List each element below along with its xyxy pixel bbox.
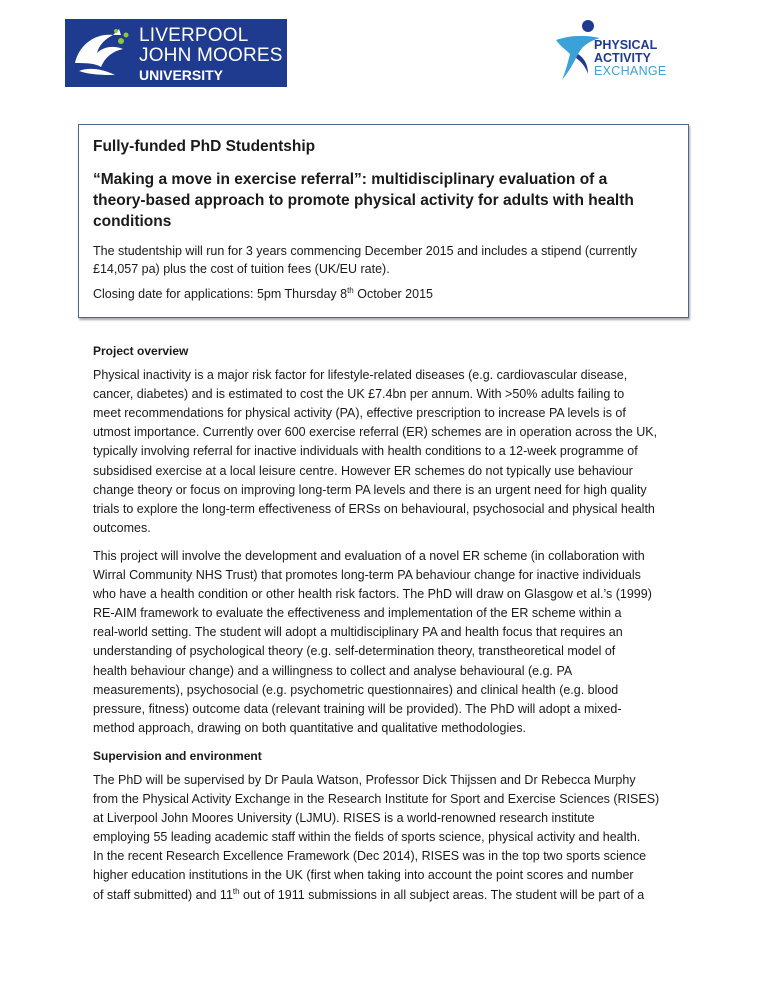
text-line: at Liverpool John Moores University (LJMU). RISES is a world-renowned research institute (93, 811, 595, 826)
pae-name-line1: PHYSICAL (594, 38, 658, 52)
closing-date-text: Closing date for applications: 5pm Thursday 8 (93, 287, 348, 301)
text-line: subsidised exercise at a local leisure centre. However ER schemes do not typically use behaviour (93, 463, 633, 478)
stipend-line: The studentship will run for 3 years commencing December 2015 and includes a stipend (currently (93, 244, 638, 258)
text-line: measurements), psychosocial (e.g. psychometric questionnaires) and clinical health (e.g. blood (93, 682, 619, 697)
text-fragment: of staff submitted) and 11 (93, 887, 233, 902)
headline-line: “Making a move in exercise referral”: multidisciplinary evaluation of a (93, 171, 608, 188)
text-line: Wirral Community NHS Trust) that promotes long-term PA behaviour change for inactive individuals (93, 568, 641, 583)
text-line: utmost importance. Currently over 600 exercise referral (ER) schemes are in operation across the UK, (93, 425, 658, 440)
pae-name-line3: EXCHANGE (594, 63, 667, 78)
text-fragment: out of 1911 submissions in all subject areas. The student will be part of a (239, 887, 645, 902)
ordinal-suffix: th (347, 285, 354, 295)
pae-name-line2: ACTIVITY (594, 50, 651, 65)
physical-activity-exchange-logo (548, 18, 698, 84)
text-line: higher education institutions in the UK (first when taking into account the point scores and number (93, 868, 634, 883)
ljmu-name-line3: UNIVERSITY (139, 67, 224, 83)
text-line: real-world setting. The student will adopt a multidisciplinary PA and health focus that requires an (93, 625, 623, 640)
document-body (93, 342, 693, 914)
headline-line: conditions (93, 213, 172, 230)
text-line: trials to explore the long-term effectiveness of ERSs on behavioural, psychosocial and physical health (93, 501, 655, 516)
overview-paragraph-2 (93, 547, 693, 738)
text-line: This project will involve the development and evaluation of a novel ER scheme (in collaboration with (93, 548, 645, 563)
stipend-line: £14,057 pa) plus the cost of tuition fees (UK/EU rate). (93, 262, 390, 276)
text-line: outcomes. (93, 520, 151, 535)
text-line: change theory or focus on improving long-term PA levels and there is an urgent need for high quality (93, 482, 647, 497)
project-headline (93, 169, 672, 232)
supervision-paragraph (93, 771, 693, 905)
overview-paragraph-1 (93, 366, 693, 538)
text-line: Physical inactivity is a major risk factor for lifestyle-related diseases (e.g. cardiovascular disease, (93, 368, 628, 383)
text-line: employing 55 leading academic staff within the fields of sports science, physical activity and health. (93, 830, 641, 845)
ljmu-name-line2: JOHN MOORES (139, 45, 283, 66)
supervision-heading: Supervision and environment (93, 748, 262, 763)
headline-line: theory-based approach to promote physical activity for adults with health (93, 192, 634, 209)
text-line: from the Physical Activity Exchange in the Research Institute for Sport and Exercise Sciences (RISES) (93, 792, 660, 807)
text-line: cancer, diabetes) and is estimated to cost the UK £7.4bn per annum. With >50% adults failing to (93, 387, 625, 402)
studentship-summary-box (78, 124, 689, 318)
text-line: The PhD will be supervised by Dr Paula Watson, Professor Dick Thijssen and Dr Rebecca Murphy (93, 772, 636, 787)
text-line: typically involving referral for inactive individuals with health conditions to a 12-week programme of (93, 444, 638, 459)
text-line: In the recent Research Excellence Framework (Dec 2014), RISES was in the top two sports science (93, 849, 647, 864)
closing-date (93, 285, 672, 303)
text-line: understanding of psychological theory (e.g. self-determination theory, transtheoretical model of (93, 644, 616, 659)
liver-bird-icon (69, 23, 135, 83)
stipend-details (93, 242, 672, 278)
project-overview-heading: Project overview (93, 344, 189, 358)
text-line: RE-AIM framework to evaluate the effectiveness and implementation of the ER scheme within a (93, 606, 622, 621)
text-line: method approach, drawing on both quantitative and qualitative methodologies. (93, 720, 526, 735)
text-line: pressure, fitness) outcome data (relevant training will be provided). The PhD will adopt a mixed- (93, 701, 622, 716)
ljmu-logo (65, 19, 287, 87)
text-line: meet recommendations for physical activity (PA), effective prescription to increase PA levels is of (93, 406, 626, 421)
text-line: health behaviour change) and a willingness to collect and analyse behavioural (e.g. PA (93, 663, 573, 678)
text-line: who have a health condition or other health risk factors. The PhD will draw on Glasgow et al.’s (1999) (93, 587, 652, 602)
studentship-title: Fully-funded PhD Studentship (93, 138, 316, 155)
ordinal-suffix: th (232, 886, 240, 896)
closing-date-month: October 2015 (353, 287, 433, 301)
text-line (93, 886, 693, 905)
ljmu-name-line1: LIVERPOOL (139, 25, 249, 46)
